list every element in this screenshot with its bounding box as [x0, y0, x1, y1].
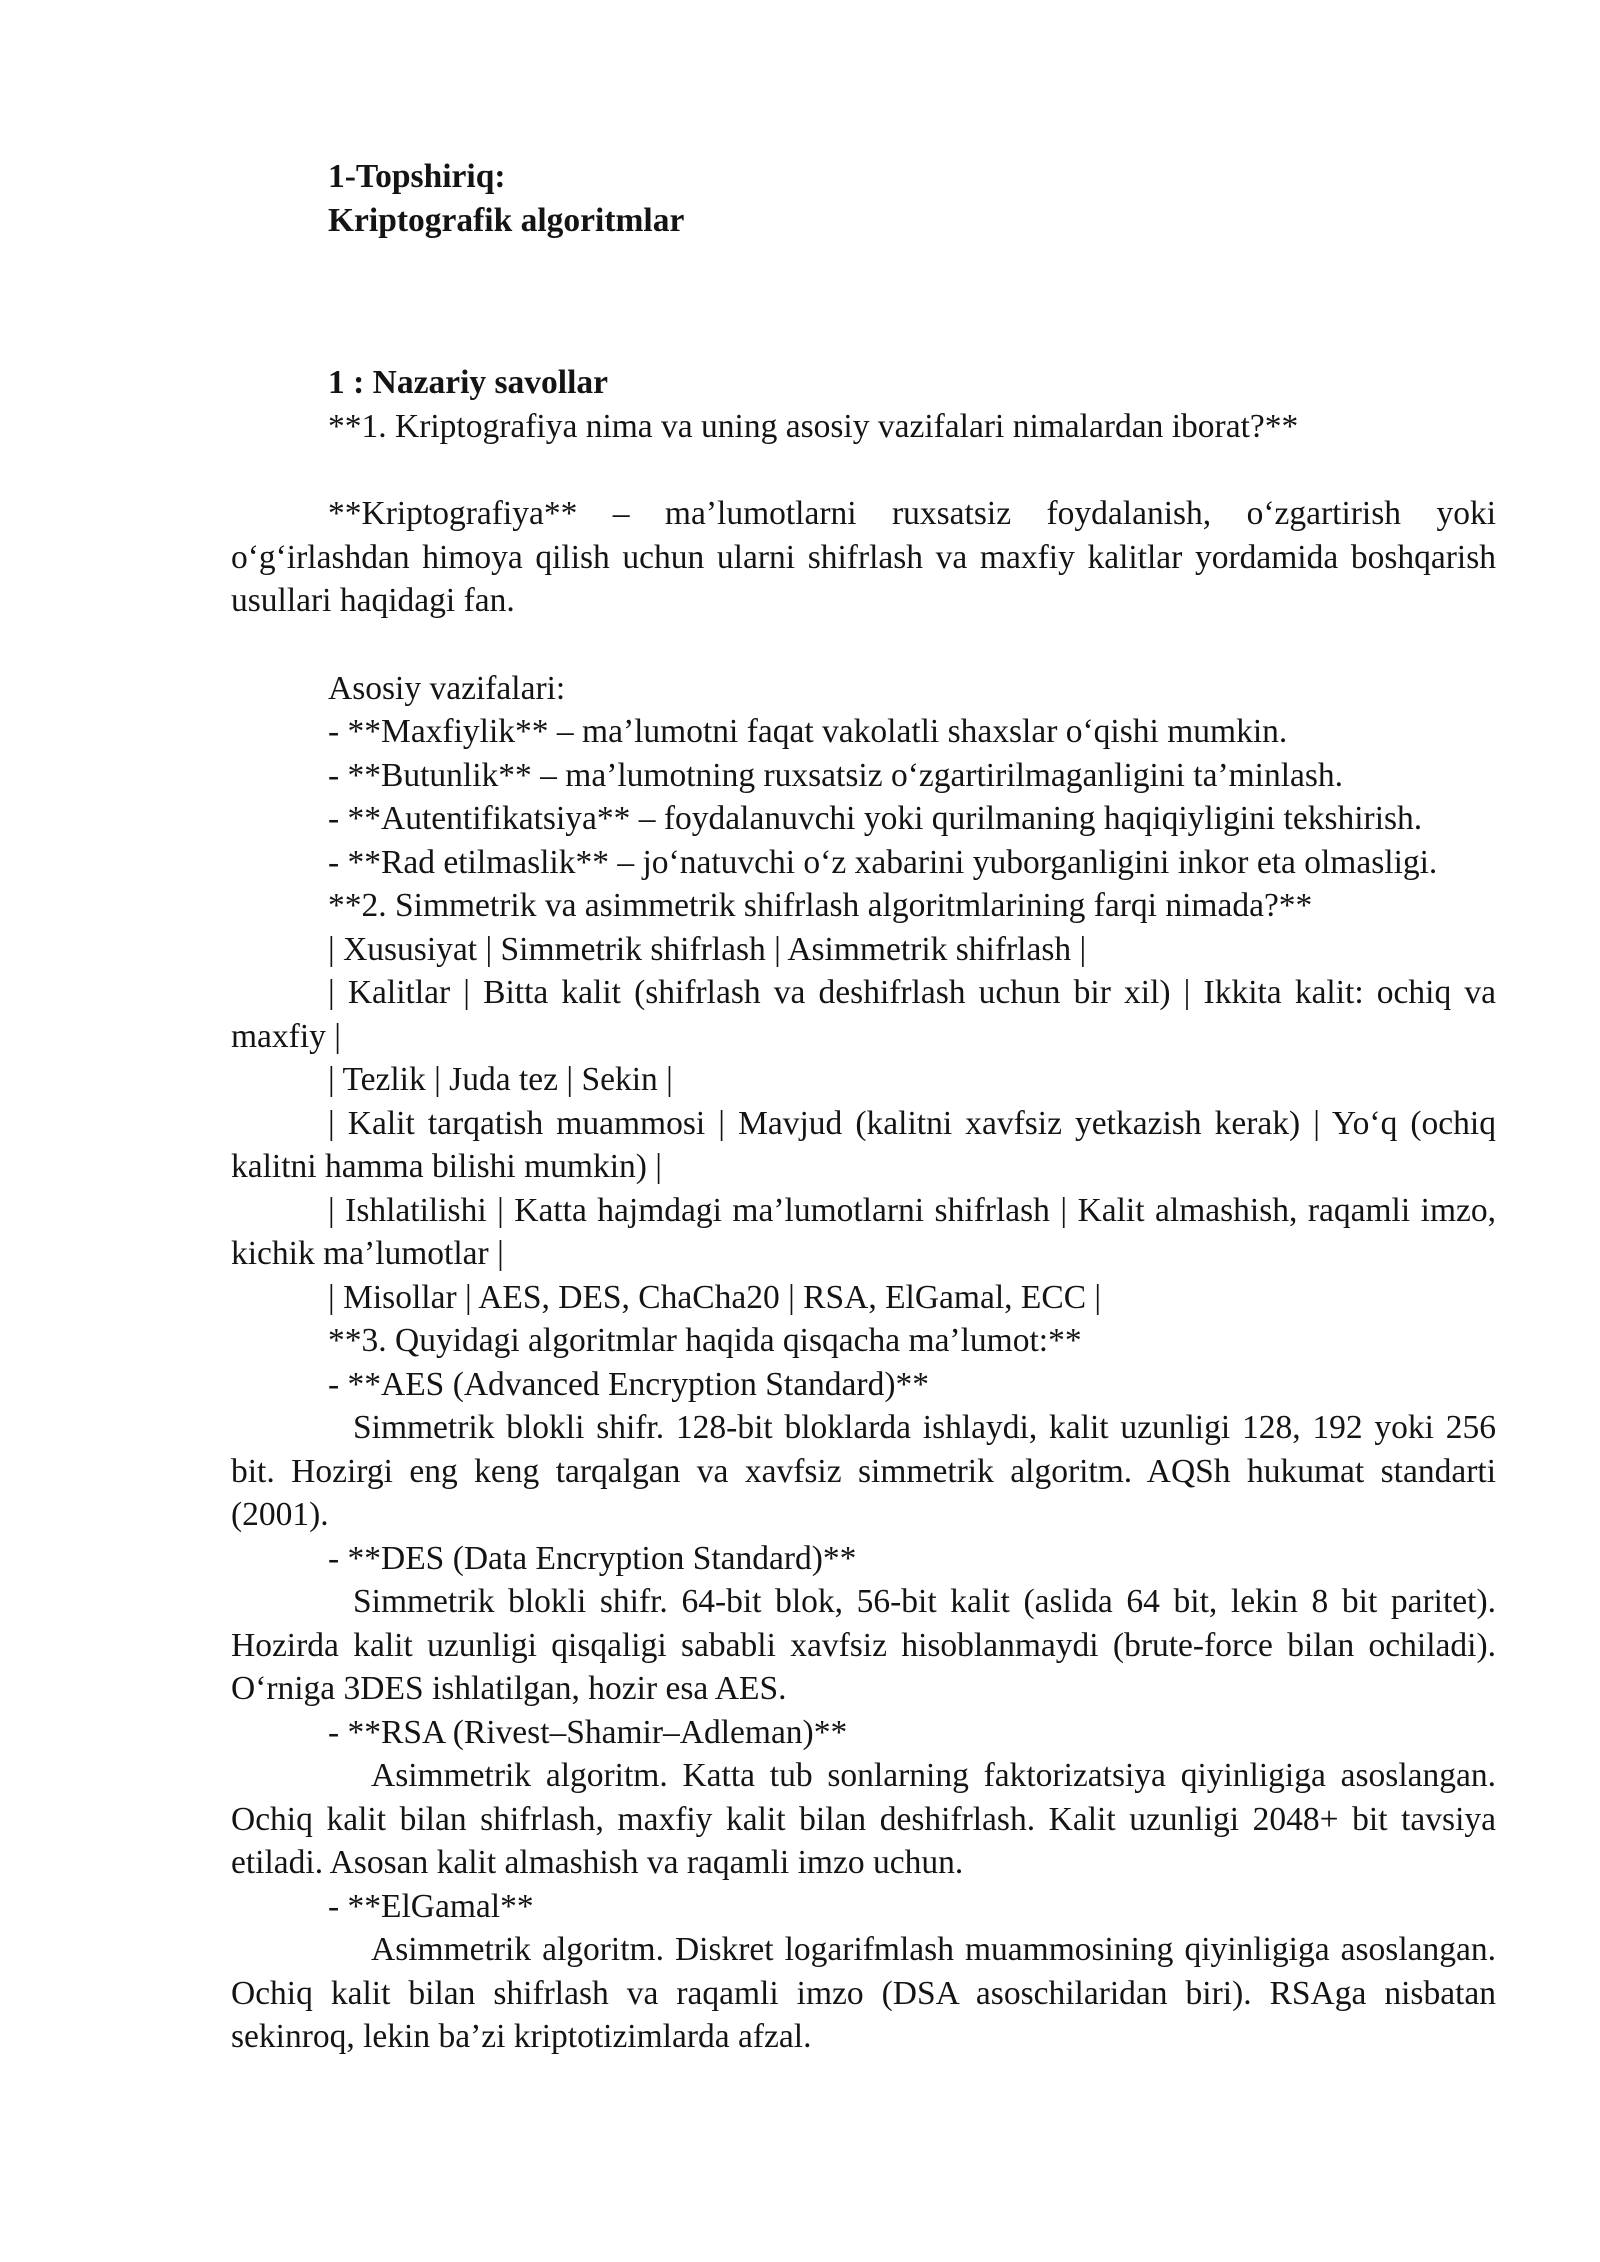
task-item: - **Rad etilmaslik** – jo‘natuvchi o‘z xabarini yuborganligini inkor eta olmasligi.	[328, 843, 1438, 881]
question-3: **3. Quyidagi algoritmlar haqida qisqacha ma’lumot:**	[328, 1322, 1082, 1359]
question-1: **1. Kriptografiya nima va uning asosiy vazifalari nimalardan iborat?**	[328, 407, 1299, 445]
tasks-label: Asosiy vazifalari:	[328, 669, 566, 707]
comparison-row: | Misollar | AES, DES, ChaCha20 | RSA, ElGamal, ECC |	[328, 1278, 1102, 1316]
comparison-row: | Kalitlar | Bitta kalit (shifrlash va deshifrlash uchun bir xil) | Ikkita kalit: ochiq va maxfiy |	[231, 974, 1496, 1055]
spacer	[231, 623, 1496, 667]
algorithm-name: - **DES (Data Encryption Standard)**	[328, 1539, 857, 1577]
section-heading: 1 : Nazariy savollar	[328, 364, 609, 401]
cryptography-definition: **Kriptografiya** – ma’lumotlarni ruxsatsiz foydalanish, o‘zgartirish yoki o‘g‘irlashdan himoya qilish uchun ularni shifrlash va maxfiy kalitlar yordamida boshqarish usullari haqidagi fan.	[231, 495, 1496, 619]
document-body	[231, 155, 1496, 2059]
comparison-row: | Ishlatilishi | Katta hajmdagi ma’lumotlarni shifrlash | Kalit almashish, raqamli imzo, kichik ma’lumotlar |	[231, 1191, 1496, 1272]
task-item: - **Autentifikatsiya** – foydalanuvchi yoki qurilmaning haqiqiyligini tekshirish.	[328, 800, 1423, 837]
task-item: - **Maxfiylik** – ma’lumotni faqat vakolatli shaxslar o‘qishi mumkin.	[328, 713, 1288, 750]
spacer	[231, 242, 1496, 361]
algorithm-description: Asimmetrik algoritm. Diskret logarifmlash muammosining qiyinligiga asoslangan. Ochiq kalit bilan shifrlash va raqamli imzo (DSA asoschilaridan biri). RSAga nisbatan sekinroq, lekin ba’zi kriptotizimlarda afzal.	[231, 1931, 1496, 2055]
algorithm-name: - **RSA (Rivest–Shamir–Adleman)**	[328, 1713, 848, 1751]
assignment-title: Kriptografik algoritmlar	[328, 201, 685, 239]
algorithm-description: Simmetrik blokli shifr. 128-bit bloklarda ishlaydi, kalit uzunligi 128, 192 yoki 256 bit. Hozirgi eng keng tarqalgan va xavfsiz simmetrik algoritm. AQSh hukumat standarti (2001).	[231, 1409, 1496, 1533]
comparison-row: | Tezlik | Juda tez | Sekin |	[328, 1061, 673, 1098]
algorithm-name: - **ElGamal**	[328, 1887, 534, 1925]
algorithm-description: Asimmetrik algoritm. Katta tub sonlarning faktorizatsiya qiyinligiga asoslangan. Ochiq kalit bilan shifrlash, maxfiy kalit bilan deshifrlash. Kalit uzunligi 2048+ bit tavsiya etiladi. Asosan kalit almashish va raqamli imzo uchun.	[231, 1757, 1496, 1881]
algorithm-description: Simmetrik blokli shifr. 64-bit blok, 56-bit kalit (aslida 64 bit, lekin 8 bit paritet). Hozirda kalit uzunligi qisqaligi sababli xavfsiz hisoblanmaydi (brute-force bilan ochiladi). O‘rniga 3DES ishlatilgan, hozir esa AES.	[231, 1583, 1496, 1707]
question-2: **2. Simmetrik va asimmetrik shifrlash algoritmlarining farqi nimada?**	[328, 887, 1313, 924]
spacer	[231, 448, 1496, 492]
algorithm-name: - **AES (Advanced Encryption Standard)**	[328, 1365, 929, 1403]
assignment-number: 1-Topshiriq:	[328, 158, 506, 195]
task-item: - **Butunlik** – ma’lumotning ruxsatsiz o‘zgartirilmaganligini ta’minlash.	[328, 756, 1344, 794]
comparison-row: | Kalit tarqatish muammosi | Mavjud (kalitni xavfsiz yetkazish kerak) | Yo‘q (ochiq kalitni hamma bilishi mumkin) |	[231, 1104, 1496, 1185]
comparison-row: | Xususiyat | Simmetrik shifrlash | Asimmetrik shifrlash |	[328, 930, 1087, 968]
